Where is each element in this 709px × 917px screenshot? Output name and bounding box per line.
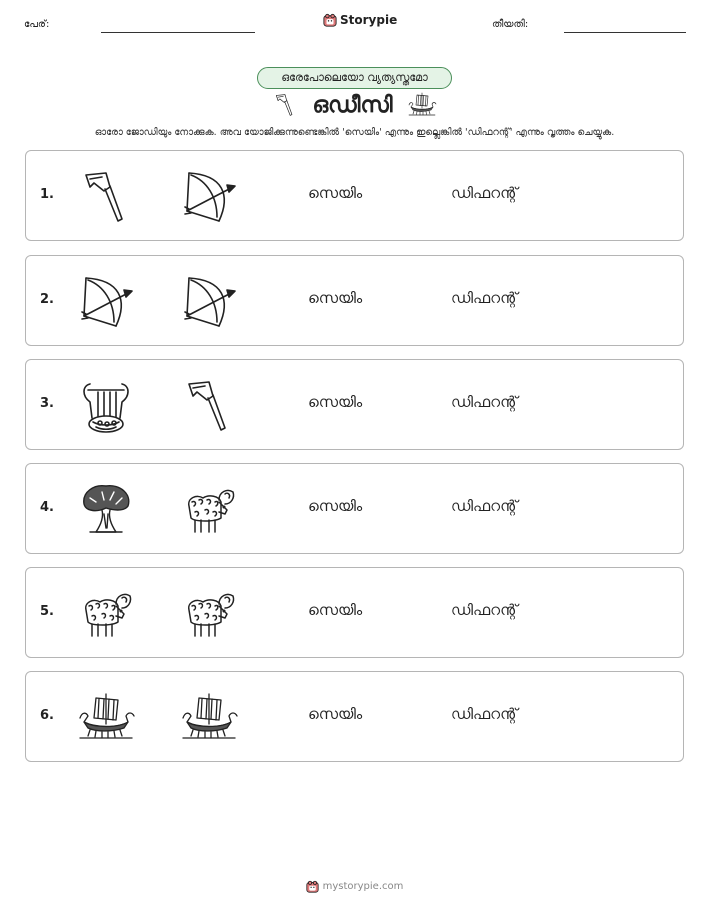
date-line[interactable] — [564, 32, 686, 33]
question-row — [25, 359, 684, 450]
olive-tree-icon — [76, 480, 136, 540]
ship-icon — [179, 688, 239, 748]
question-row — [25, 567, 684, 658]
bow-icon — [179, 167, 239, 227]
question-row — [25, 463, 684, 554]
different-option[interactable]: ഡിഫറന്റ് — [451, 393, 518, 411]
instructions: ഓരോ ജോഡിയും നോക്കുക. അവ യോജിക്കുന്നുണ്ടെങ്കിൽ 'സെയിം' എന്നും ഇല്ലെങ്കിൽ 'ഡിഫറന്റ്' എന്നും വൃത്തം ചെയ്യുക. — [94, 127, 615, 138]
ram-icon — [179, 480, 239, 540]
lyre-icon — [76, 376, 136, 436]
different-option[interactable]: ഡിഫറന്റ് — [451, 289, 518, 307]
ship-icon — [76, 688, 136, 748]
storypie-logo-icon — [306, 880, 319, 893]
question-row — [25, 671, 684, 762]
same-option[interactable]: സെയിം — [308, 393, 363, 411]
same-option[interactable]: സെയിം — [308, 497, 363, 515]
different-option[interactable]: ഡിഫറന്റ് — [451, 705, 518, 723]
worksheet-subtitle: ഒരേപോലെയോ വ്യത്യസ്തമോ — [257, 67, 452, 89]
name-line[interactable] — [101, 32, 255, 33]
name-label: പേര്: — [24, 19, 50, 30]
footer — [0, 880, 709, 893]
question-number: 6. — [40, 708, 54, 723]
question-row — [25, 150, 684, 241]
same-option[interactable]: സെയിം — [308, 601, 363, 619]
different-option[interactable]: ഡിഫറന്റ് — [451, 601, 518, 619]
same-option[interactable]: സെയിം — [308, 705, 363, 723]
page-title: ഒഡീസി — [312, 92, 393, 118]
ram-icon — [179, 584, 239, 644]
footer-site[interactable]: mystorypie.com — [322, 881, 404, 892]
bow-icon — [76, 272, 136, 332]
title-row — [0, 90, 709, 120]
question-number: 5. — [40, 604, 54, 619]
axe-icon — [272, 92, 298, 118]
same-option[interactable]: സെയിം — [308, 289, 363, 307]
question-number: 4. — [40, 500, 54, 515]
storypie-logo-icon — [323, 13, 337, 27]
question-number: 1. — [40, 187, 54, 202]
question-number: 2. — [40, 292, 54, 307]
brand — [323, 13, 397, 27]
same-option[interactable]: സെയിം — [308, 184, 363, 202]
question-row — [25, 255, 684, 346]
ram-icon — [76, 584, 136, 644]
different-option[interactable]: ഡിഫറന്റ് — [451, 184, 518, 202]
axe-icon — [76, 167, 136, 227]
ship-icon — [407, 90, 437, 120]
axe-icon — [179, 376, 239, 436]
brand-name: Storypie — [340, 13, 398, 27]
question-number: 3. — [40, 396, 54, 411]
date-label: തീയതി: — [492, 19, 529, 30]
bow-icon — [179, 272, 239, 332]
different-option[interactable]: ഡിഫറന്റ് — [451, 497, 518, 515]
